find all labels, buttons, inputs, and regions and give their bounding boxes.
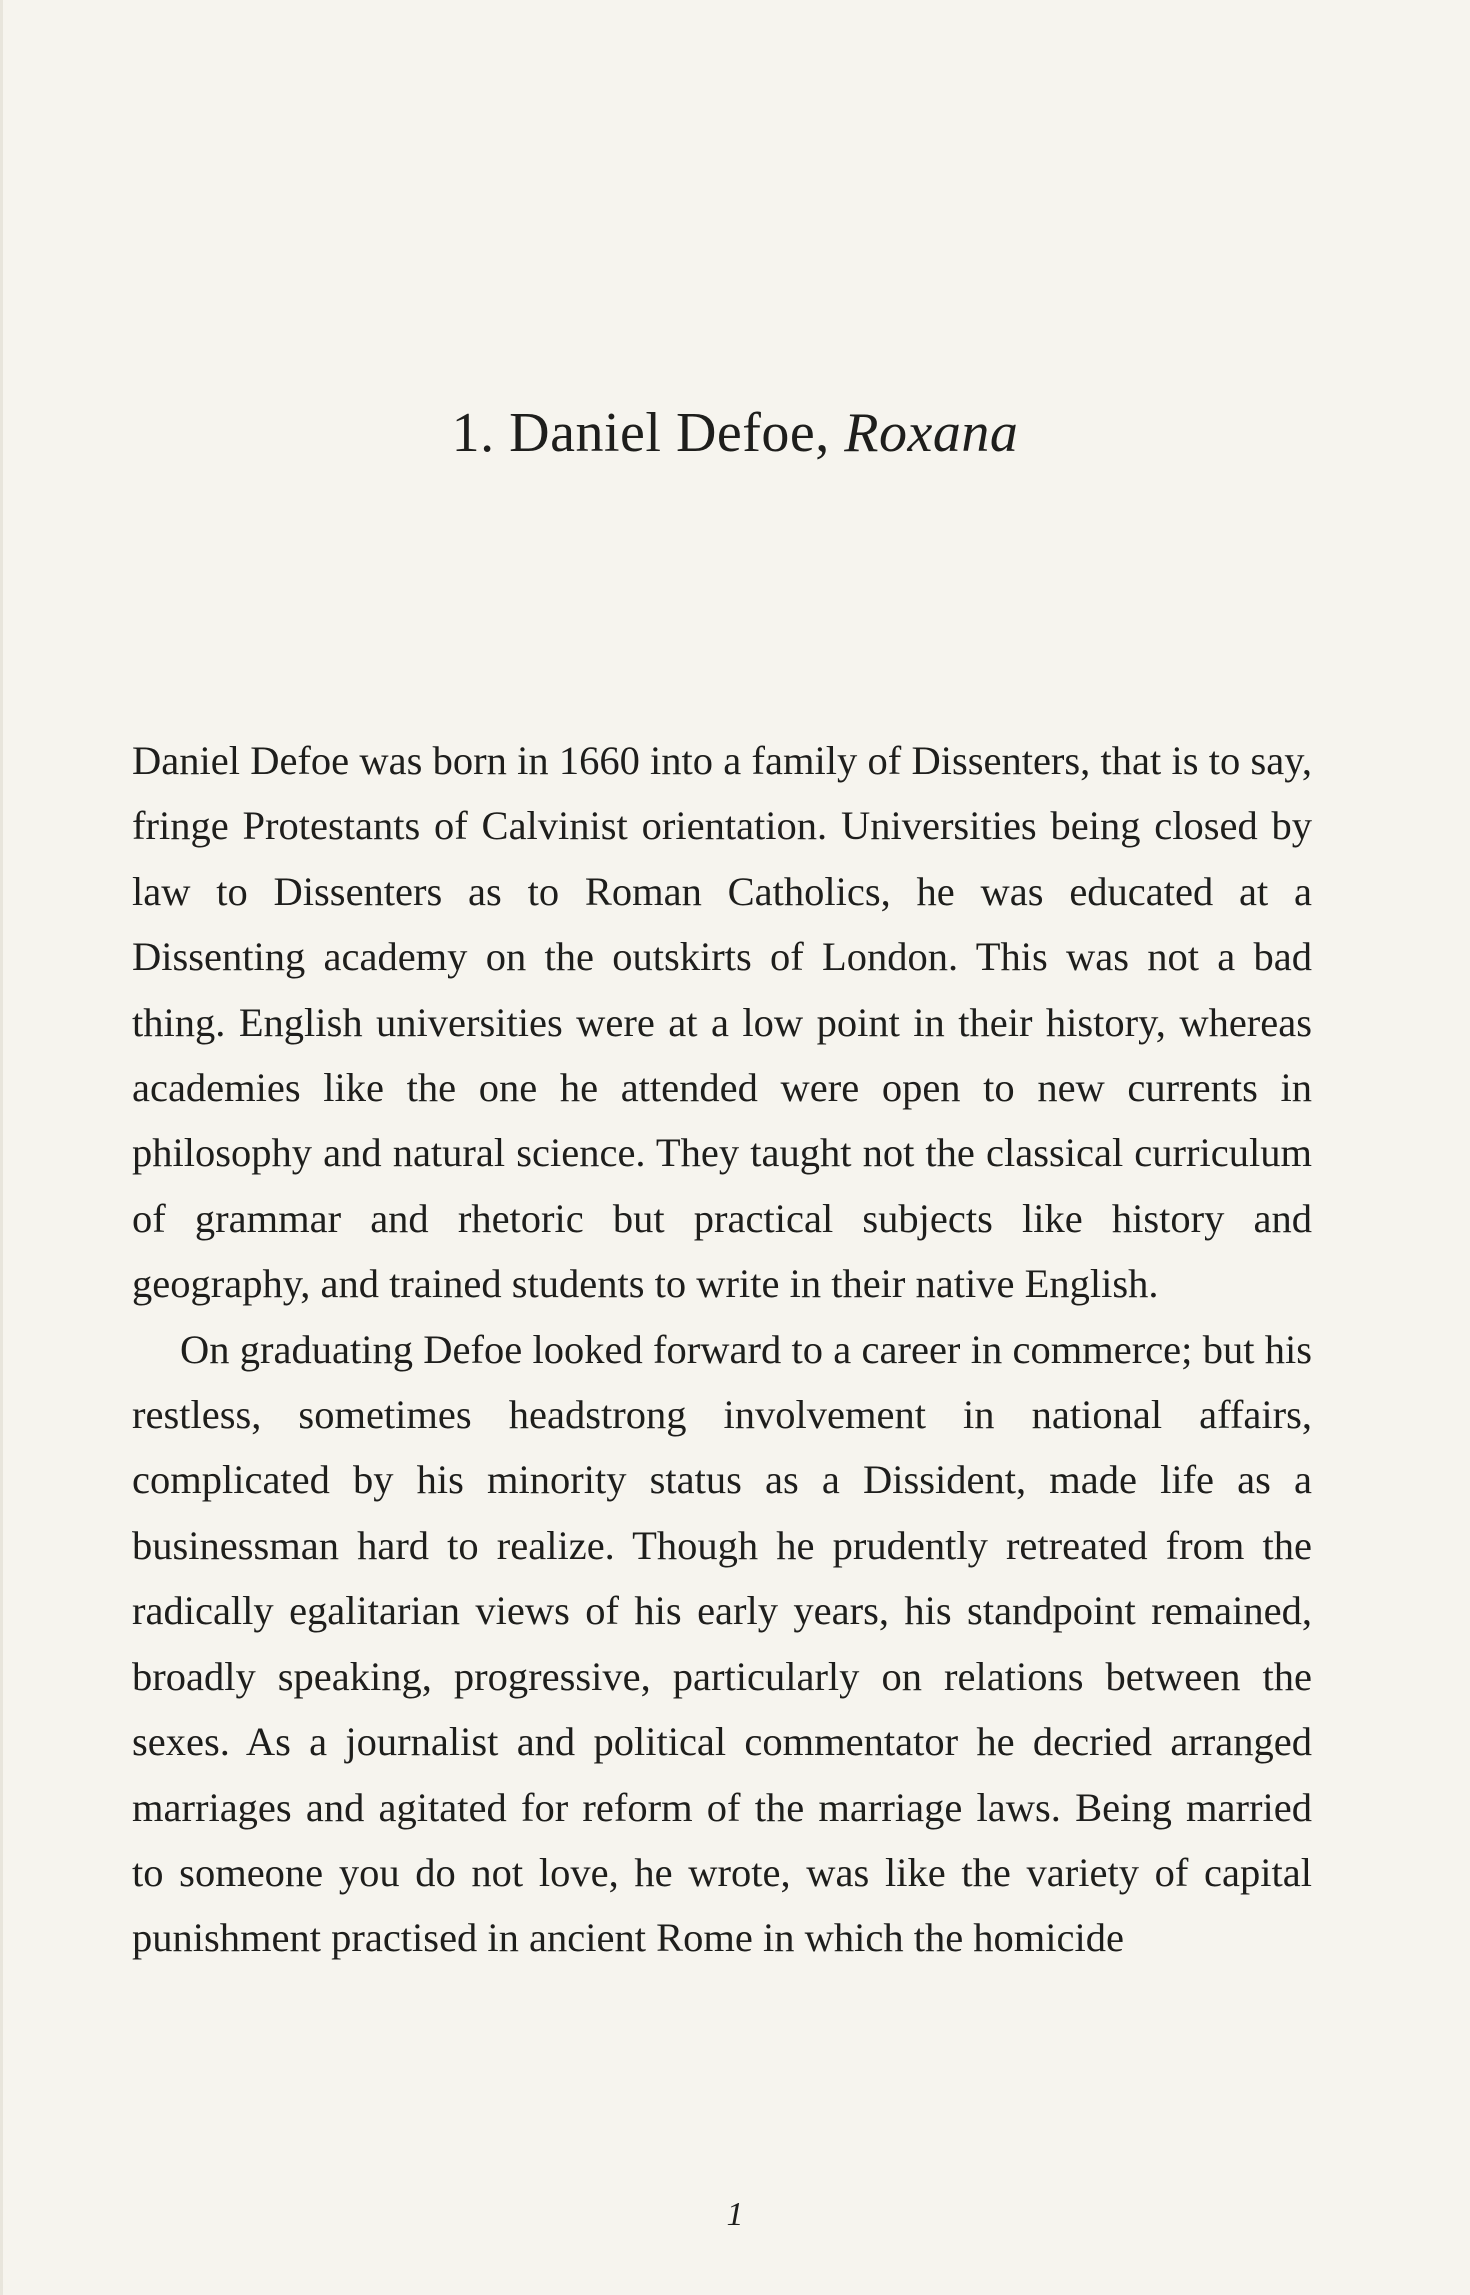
body-text [132,728,1312,1971]
page-number: 1 [726,2196,744,2233]
paragraph-2: On graduating Defoe looked forward to a career in commerce; but his restless, sometimes headstrong involvement in national affairs, complicated by his minority status as a Dissident, made life as a businessman hard to realize. Though he prudently retreated from the radically egalitarian views of his early years, his standpoint remained, broadly speaking, progressive, particularly on relations between the sexes. As a journalist and political commentator he decried arranged marriages and agitated for reform of the marriage laws. Being married to someone you do not love, he wrote, was like the variety of capital punishment practised in ancient Rome in which the homicide [132,1326,1312,1961]
chapter-title-prefix: 1. Daniel Defoe, [451,402,845,464]
chapter-book-title: Roxana [844,402,1019,464]
chapter-title [0,398,1470,468]
paragraph-1: Daniel Defoe was born in 1660 into a family of Dissenters, that is to say, fringe Protestants of Calvinist orientation. Universities being closed by law to Dissenters as to Roman Catholics, he was educated at a Dissenting academy on the outskirts of London. This was not a bad thing. English universities were at a low point in their history, whereas academies like the one he attended were open to new currents in philosophy and natural science. They taught not the classical curriculum of grammar and rhetoric but practical subjects like history and geography, and trained students to write in their native English. [132,738,1312,1307]
